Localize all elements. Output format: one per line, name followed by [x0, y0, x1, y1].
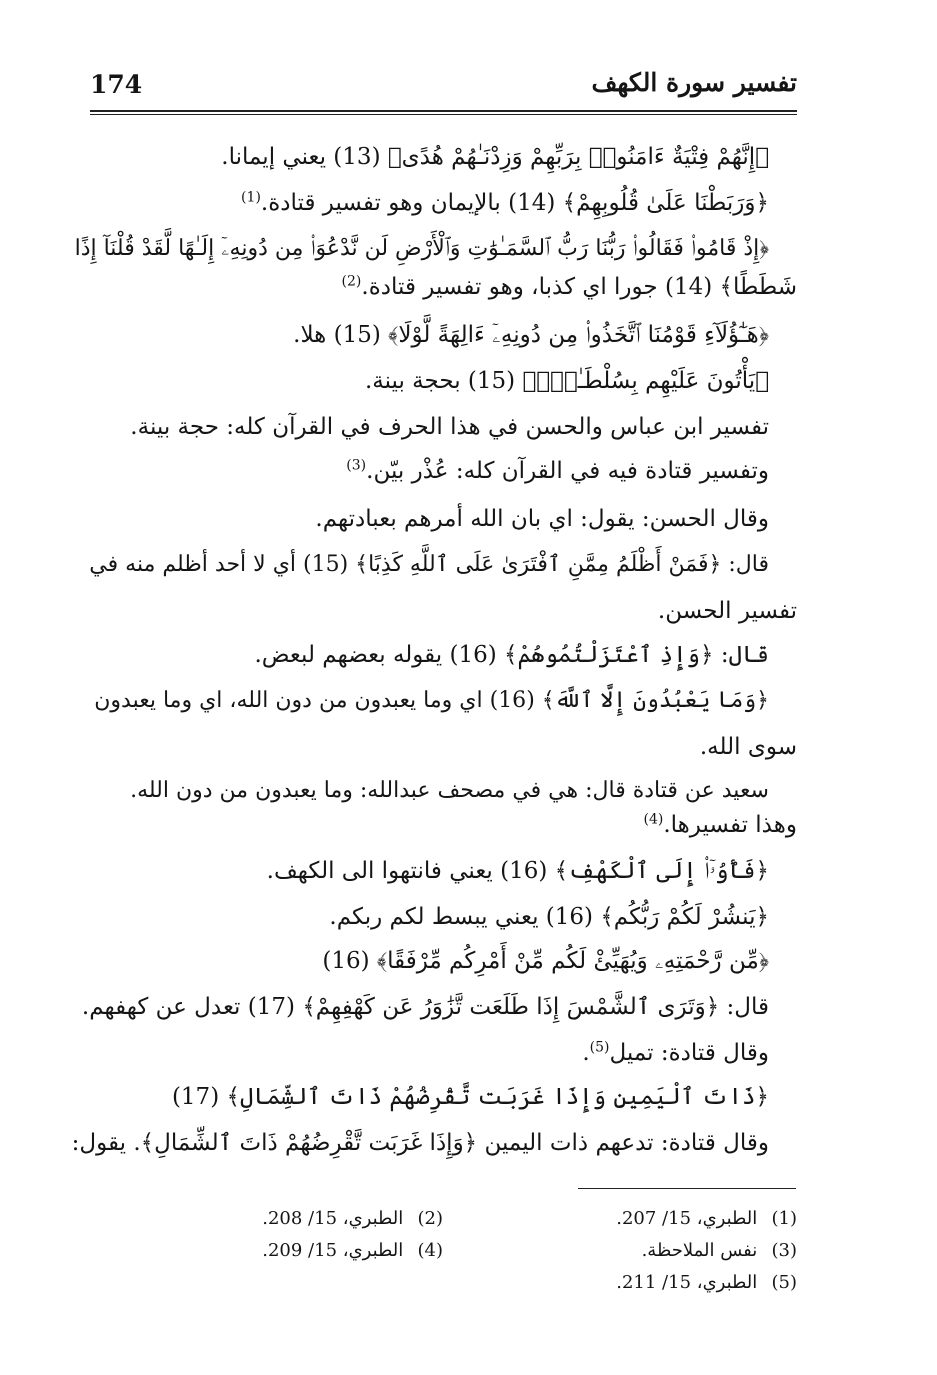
- text-line: قال: ﴿وَإِذِ ٱعْتَزَلْتُمُوهُمْ﴾ (16) يقوله بعضهم لبعض.: [254, 642, 769, 668]
- text-line: ﴿مِّن رَّحْمَتِهِۦ وَيُهَيِّئْ لَكُم مِّنْ أَمْرِكُم مِّرْفَقًا﴾ (16): [322, 948, 769, 974]
- header-rule-thin: [90, 114, 797, 115]
- footnote-ref: (4): [643, 811, 664, 828]
- text-line: وقال قتادة: تميل$^{(5)}$.: [582, 1039, 769, 1066]
- text-line: سعيد عن قتادة قال: هي في مصحف عبدالله: وما يعبدون من دون الله.: [130, 778, 769, 803]
- text-line: ﴿يَنشُرْ لَكُمْ رَبُّكُم﴾ (16) يعني يبسط لكم ربكم.: [329, 904, 769, 930]
- text-line: ﴿فَأْوُۥٓا۟ إِلَى ٱلْكَهْفِ﴾ (16) يعني فانتهوا الى الكهف.: [266, 858, 769, 884]
- footnote-ref: (2): [341, 273, 362, 290]
- footnote: (3) نفس الملاحظة.: [641, 1240, 797, 1261]
- text-line: ﴿وَمَا يَعْبُدُونَ إِلَّا ٱللَّهَ﴾ (16) اي وما يعبدون من دون الله، اي وما يعبدون: [94, 688, 769, 713]
- running-title: تفسير سورة الكهف: [591, 68, 797, 97]
- text-line: ﴿يَأْتُونَ عَلَيْهِم بِسُلْطَـٰنٍۭ﴾ (15) بحجة بينة.: [364, 368, 769, 394]
- text-line: شَطَطًا﴾ (14) جورا اي كذبا، وهو تفسير قتادة.$^{(2)}$: [341, 273, 797, 300]
- text-line: تفسير ابن عباس والحسن في هذا الحرف في القرآن كله: حجة بينة.: [130, 414, 769, 440]
- text-line: وقال الحسن: يقول: اي بان الله أمرهم بعبادتهم.: [315, 506, 769, 532]
- footnote: (1) الطبري، 15/ 207.: [616, 1208, 797, 1229]
- footnote-ref: (1): [241, 189, 261, 206]
- page-number: 174: [90, 70, 143, 99]
- footnote-ref: (5): [589, 1039, 610, 1056]
- text-line: قال: ﴿فَمَنْ أَظْلَمُ مِمَّنِ ٱفْتَرَىٰ عَلَى ٱللَّهِ كَذِبًا﴾ (15) أي لا أحد أظلم منه في: [89, 552, 769, 577]
- text-line: ﴿هَـٰٓؤُلَآءِ قَوْمُنَا ٱتَّخَذُوا۟ مِن دُونِهِۦٓ ءَالِهَةً لَّوْلَا﴾ (15) هلا.: [293, 322, 769, 348]
- footnote-ref: (3): [346, 457, 367, 474]
- text-line: ﴿إِذْ قَامُوا۟ فَقَالُوا۟ رَبُّنَا رَبُّ ٱلسَّمَـٰوَٰتِ وَٱلْأَرْضِ لَن نَّدْعُوَا۟ مِن دُونِهِۦٓ إِلَـٰهًا لَّقَدْ قُلْنَآ إِذًا: [74, 236, 769, 261]
- text-line: ﴿ذَاتَ ٱلْيَمِينِ وَإِذَا غَرَبَت تَّقْرِضُهُمْ ذَاتَ ٱلشِّمَالِ﴾ (17): [171, 1084, 769, 1110]
- text-line: وتفسير قتادة فيه في القرآن كله: عُذْر بيّن.$^{(3)}$: [346, 457, 769, 484]
- footnote: (4) الطبري، 15/ 209.: [262, 1240, 443, 1261]
- text-line: سوى الله.: [699, 734, 797, 760]
- text-line: وهذا تفسيرها.$^{(4)}$: [643, 811, 797, 838]
- text-line: ﴿إِنَّهُمْ فِتْيَةٌ ءَامَنُوا۟ بِرَبِّهِمْ وَزِدْنَـٰهُمْ هُدًى﴾ (13) يعني إيمانا.: [221, 144, 769, 170]
- footnote: (5) الطبري، 15/ 211.: [616, 1272, 797, 1293]
- footnote-separator: [578, 1188, 796, 1189]
- text-line: تفسير الحسن.: [657, 598, 797, 624]
- text-line: وقال قتادة: تدعهم ذات اليمين ﴿وَإِذَا غَرَبَت تَّقْرِضُهُمْ ذَاتَ ٱلشِّمَالِ﴾. يقول:: [71, 1130, 769, 1156]
- text-line: ﴿وَرَبَطْنَا عَلَىٰ قُلُوبِهِمْ﴾ (14) بالإيمان وهو تفسير قتادة.$^{(1)}$: [241, 189, 769, 216]
- header-rule-thick: [90, 110, 797, 112]
- text-line: قال: ﴿وَتَرَى ٱلشَّمْسَ إِذَا طَلَعَت تَّزَٰوَرُ عَن كَهْفِهِمْ﴾ (17) تعدل عن كهفهم.: [81, 994, 769, 1020]
- footnote: (2) الطبري، 15/ 208.: [262, 1208, 443, 1229]
- page-header: [90, 66, 797, 106]
